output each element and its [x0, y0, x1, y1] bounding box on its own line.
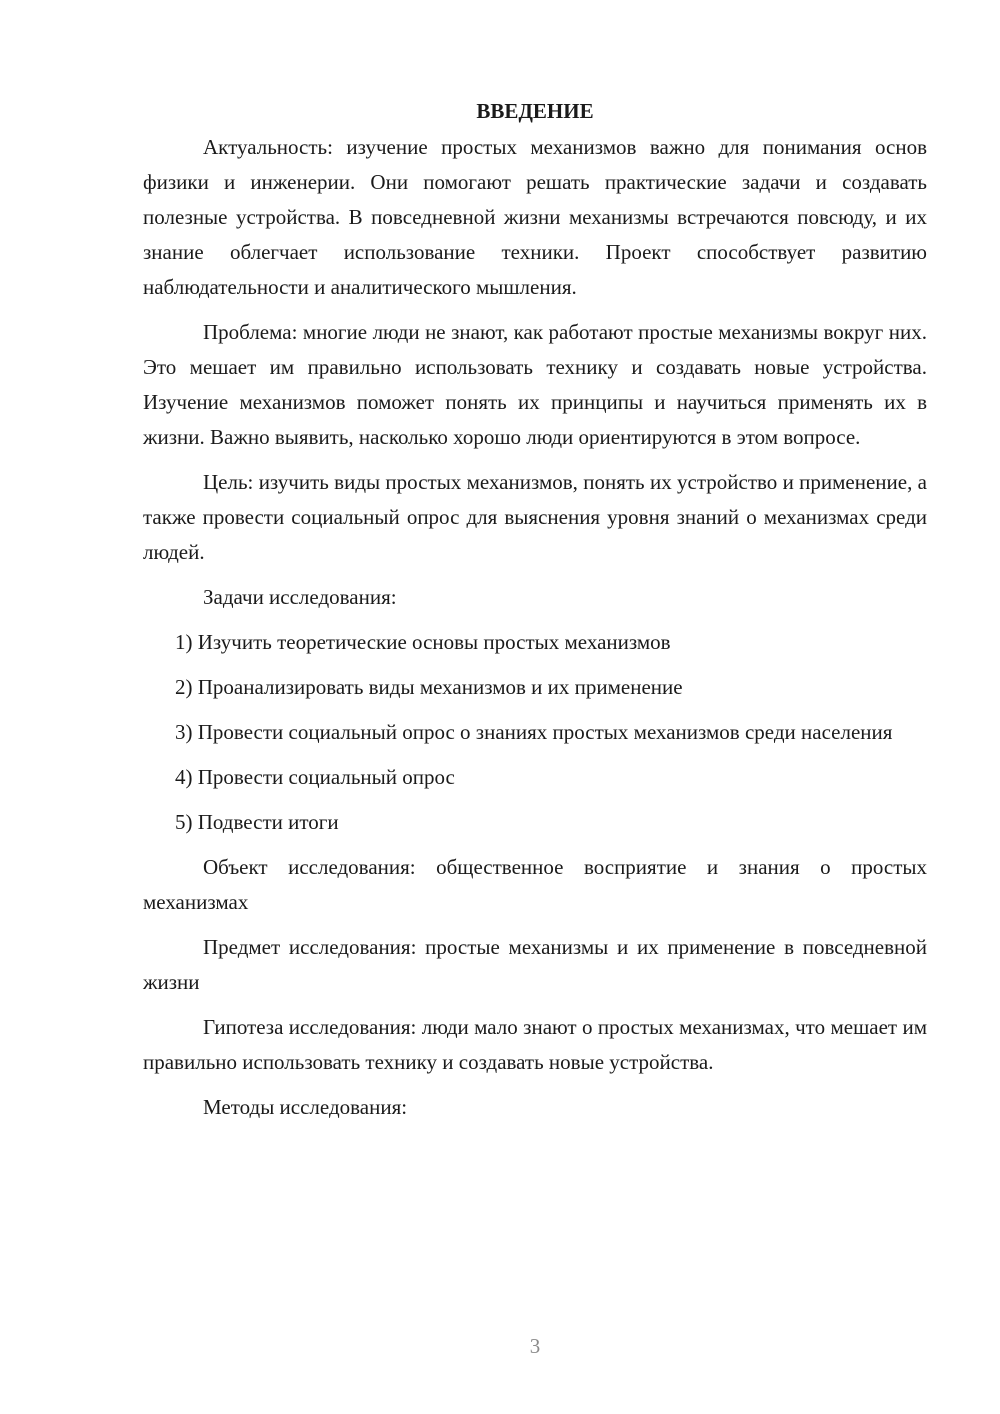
task-item-3: 3) Провести социальный опрос о знаниях простых механизмов среди населения	[175, 720, 893, 744]
relevance-paragraph: Актуальность: изучение простых механизмов важно для понимания основ физики и инженерии. Они помогают решать практические задачи и создавать полезные устройства. В повседневной жизни механизмы встречаются повсюду, и их знание облегчает использование техники. Проект способствует развитию наблюдательности и аналитического мышления.	[143, 135, 927, 299]
section-title: ВВЕДЕНИЕ	[476, 99, 594, 123]
task-item-2: 2) Проанализировать виды механизмов и их применение	[175, 675, 683, 699]
page-content	[143, 96, 927, 1135]
tasks-heading: Задачи исследования:	[203, 585, 397, 609]
page-number: 3	[529, 1334, 541, 1358]
methods-heading: Методы исследования:	[203, 1095, 408, 1119]
goal-paragraph: Цель: изучить виды простых механизмов, понять их устройство и применение, а также провести социальный опрос для выяснения уровня знаний о механизмах среди людей.	[143, 470, 927, 564]
hypothesis-paragraph: Гипотеза исследования: люди мало знают о простых механизмах, что мешает им правильно использовать технику и создавать новые устройства.	[143, 1015, 927, 1074]
problem-paragraph: Проблема: многие люди не знают, как работают простые механизмы вокруг них. Это мешает им правильно использовать технику и создавать новые устройства. Изучение механизмов поможет понять их принципы и научиться применять их в жизни. Важно выявить, насколько хорошо люди ориентируются в этом вопросе.	[143, 320, 927, 449]
task-item-4: 4) Провести социальный опрос	[175, 765, 455, 789]
task-item-5: 5) Подвести итоги	[175, 810, 339, 834]
subject-paragraph: Предмет исследования: простые механизмы и их применение в повседневной жизни	[143, 935, 927, 994]
task-item-1: 1) Изучить теоретические основы простых механизмов	[175, 630, 671, 654]
object-paragraph: Объект исследования: общественное восприятие и знания о простых механизмах	[143, 855, 927, 914]
